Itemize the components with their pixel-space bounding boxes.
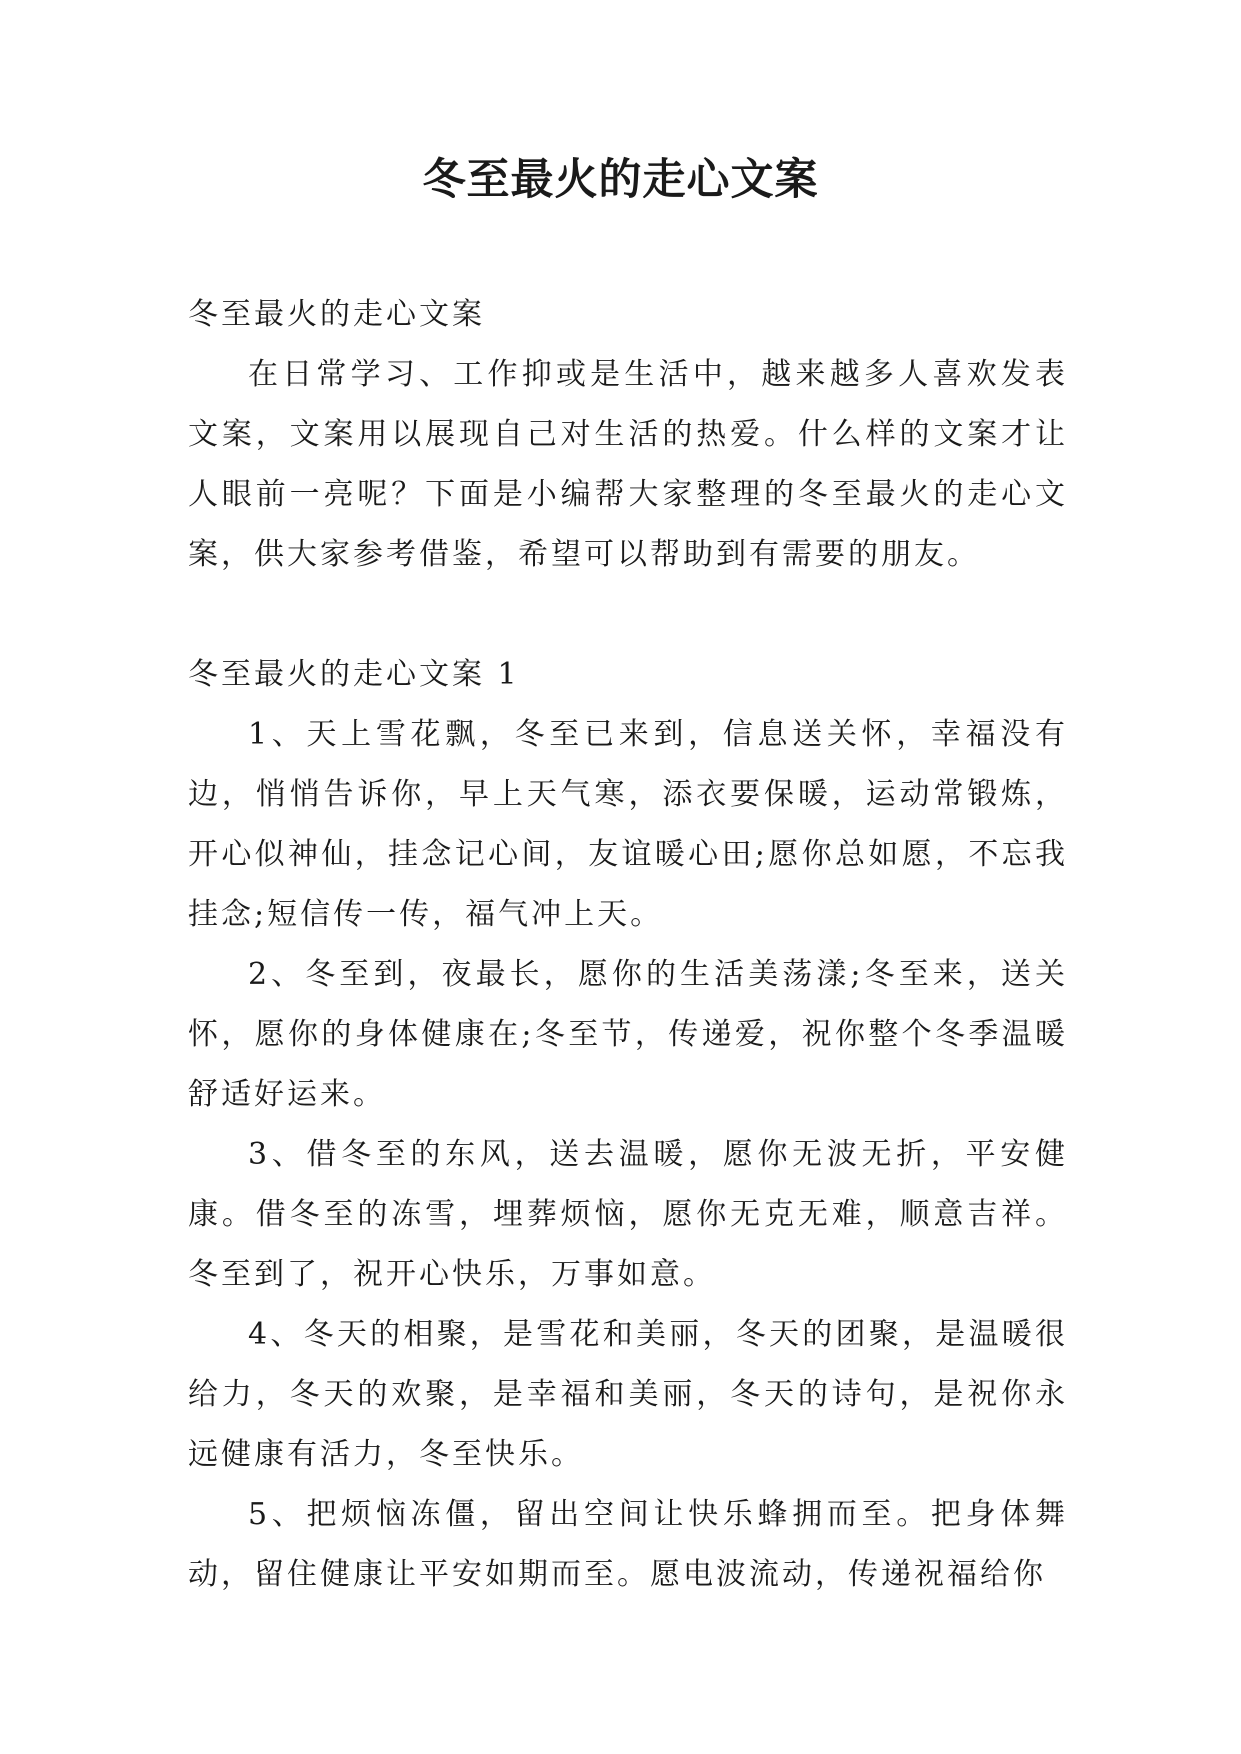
list-item-2: 2、冬至到，夜最长，愿你的生活美荡漾;冬至来，送关怀，愿你的身体健康在;冬至节，传递爱，祝你整个冬季温暖舒适好运来。 — [188, 957, 1068, 1112]
section-spacer — [188, 585, 1068, 645]
document-subtitle: 冬至最火的走心文案 — [188, 297, 485, 332]
list-item-1: 1、天上雪花飘，冬至已来到，信息送关怀，幸福没有边，悄悄告诉你，早上天气寒，添衣要保暖，运动常锻炼，开心似神仙，挂念记心间，友谊暖心田;愿你总如愿，不忘我挂念;短信传一传，福气冲上天。 — [188, 717, 1068, 932]
list-item-5: 5、把烦恼冻僵，留出空间让快乐蜂拥而至。把身体舞动，留住健康让平安如期而至。愿电波流动，传递祝福给你 — [188, 1497, 1068, 1592]
list-item-3: 3、借冬至的东风，送去温暖，愿你无波无折，平安健康。借冬至的冻雪，埋葬烦恼，愿你无克无难，顺意吉祥。冬至到了，祝开心快乐，万事如意。 — [188, 1137, 1068, 1292]
intro-paragraph: 在日常学习、工作抑或是生活中，越来越多人喜欢发表文案，文案用以展现自己对生活的热爱。什么样的文案才让人眼前一亮呢？下面是小编帮大家整理的冬至最火的走心文案，供大家参考借鉴，希望可以帮助到有需要的朋友。 — [188, 357, 1068, 572]
list-item-4: 4、冬天的相聚，是雪花和美丽，冬天的团聚，是温暖很给力，冬天的欢聚，是幸福和美丽，冬天的诗句，是祝你永远健康有活力，冬至快乐。 — [188, 1317, 1068, 1472]
section-heading: 冬至最火的走心文案 1 — [188, 657, 520, 692]
document-title: 冬至最火的走心文案 — [422, 155, 819, 205]
document-body — [188, 285, 1068, 1605]
